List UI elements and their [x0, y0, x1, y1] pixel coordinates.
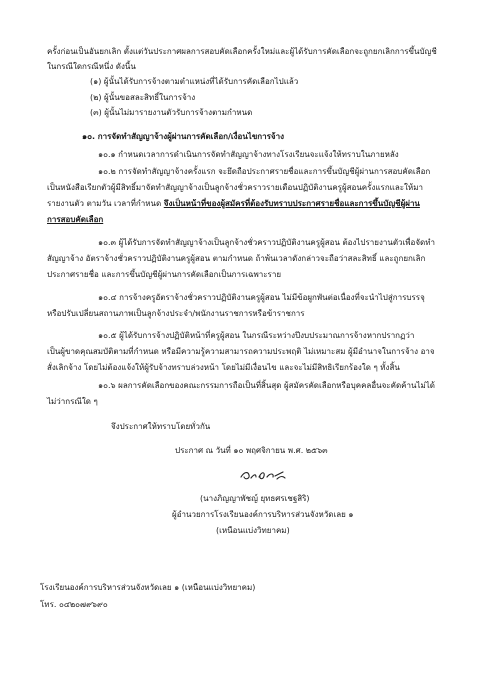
paragraph-10-6-line-1: ๑๐.๖ ผลการคัดเลือกของคณะกรรมการถือเป็นที่สิ้นสุด ผู้สมัครคัดเลือกหรือบุคคลอื่นจะคัดค้านไม่ได้ [98, 381, 435, 390]
list-item-3: (๓) ผู้นั้นไม่มารายงานตัวรับการจ้างตามกำหนด [90, 108, 253, 117]
paragraph-10-3-line-3: ประกาศรายชื่อ และการขึ้นบัญชีผู้ผ่านการคัดเลือกเป็นการเฉพาะราย [47, 270, 282, 279]
paragraph-10-4-line-2: หรือปรับเปลี่ยนสถานภาพเป็นลูกจ้างประจำ/พนักงานราชการหรือข้าราชการ [47, 309, 305, 318]
footer-school: โรงเรียนองค์การบริหารส่วนจังหวัดเลย ๑ (เหนือนแบ่งวิทยาคม) [40, 583, 256, 592]
paragraph-10-2-text: รายงานตัว ตามวัน เวลาที่กำหนด [47, 199, 162, 208]
signer-title: ผู้อำนวยการโรงเรียนองค์การบริหารส่วนจังหวัดเลย ๑ [172, 510, 354, 519]
footer-phone: โทร. ๐๔๒๐๗๙๖๙๐ [40, 600, 108, 609]
paragraph-10-2-line-2: เป็นหนังสือเรียกตัวผู้มีสิทธิ์มาจัดทำสัญญาจ้างเป็นลูกจ้างชั่วคราวรายเดือนปฏิบัติงานครูผู้สอนครั้งแรกและให้มา [47, 183, 423, 192]
signature-image [237, 463, 289, 485]
paragraph-10-4-line-1: ๑๐.๔ การจ้างครูอัตราจ้างชั่วคราวปฏิบัติงานครูผู้สอน ไม่มีข้อผูกพันต่อเนื่องที่จะนำไปสู่การบรรจุ [98, 293, 425, 302]
paragraph-10-2-emphasis-cont: การสอบคัดเลือก [47, 215, 104, 224]
paragraph-10-1: ๑๐.๑ กำหนดเวลาการดำเนินการจัดทำสัญญาจ้างทางโรงเรียนจะแจ้งให้ทราบในภายหลัง [98, 150, 399, 159]
date-line: ประกาศ ณ วันที่ ๑๐ พฤศจิกายน พ.ศ. ๒๕๖๓ [175, 446, 328, 455]
paragraph-10-2-emphasis: จึงเป็นหน้าที่ของผู้สมัครที่ต้องรับทราบประกาศรายชื่อและการขึ้นบัญชีผู้ผ่าน [163, 199, 420, 208]
paragraph-10-3-line-2: สัญญาจ้าง อัตราจ้างชั่วคราวปฏิบัติงานครูผู้สอน ตามกำหนด ถ้าพ้นเวลาดังกล่าวจะถือว่าสละสิทธิ์ และถูกยกเลิก [47, 254, 426, 263]
paragraph-10-2-line-1: ๑๐.๒ การจัดทำสัญญาจ้างครั้งแรก จะยึดถือประกาศรายชื่อและการขึ้นบัญชีผู้ผ่านการสอบคัดเลือก [98, 167, 431, 176]
paragraph-10-6-line-2: ไม่ว่ากรณีใด ๆ [47, 397, 98, 406]
list-item-1: (๑) ผู้นั้นได้รับการจ้างตามตำแหน่งที่ได้รับการคัดเลือกไปแล้ว [90, 77, 299, 86]
paragraph-10-2-line-3 [47, 199, 420, 209]
paragraph-10-5-line-3: สั่งเลิกจ้าง โดยไม่ต้องแจ้งให้ผู้รับจ้างทราบล่วงหน้า โดยไม่มีเงื่อนไข และจะไม่มีสิทธิเรียกร้องใด ๆ ทั้งสิ้น [47, 363, 400, 372]
intro-line-1: ครั้งก่อนเป็นอันยกเลิก ตั้งแต่วันประกาศผลการสอบคัดเลือกครั้งใหม่และผู้ได้รับการคัดเลือกจะถูกยกเลิกการขึ้นบัญชี [47, 47, 437, 56]
paragraph-10-3-line-1: ๑๐.๓ ผู้ได้รับการจัดทำสัญญาจ้างเป็นลูกจ้างชั่วคราวปฏิบัติงานครูผู้สอน ต้องไปรายงานตัวเพื่อจัดทำ [98, 238, 435, 247]
intro-line-2: ในกรณีใดกรณีหนึ่ง ดังนี้น [47, 62, 136, 71]
paragraph-10-5-line-2: เป็นผู้ขาดคุณสมบัติตามที่กำหนด หรือมีความรู้ความสามารถความประพฤติ ไม่เหมาะสม ผู้มีอำนาจในการจ้าง อาจ [47, 347, 435, 356]
paragraph-10-5-line-1: ๑๐.๕ ผู้ได้รับการจ้างปฏิบัติหน้าที่ครูผู้สอน ในกรณีระหว่างปีงบประมาณการจ้างหากปรากฏว่า [98, 331, 415, 340]
announcement-line: จึงประกาศให้ทราบโดยทั่วกัน [111, 422, 211, 431]
section-10-heading: ๑๐. การจัดทำสัญญาจ้างผู้ผ่านการคัดเลือก/เงื่อนไขการจ้าง [82, 132, 285, 141]
signer-subtitle: (เหนือนแบ่งวิทยาคม) [216, 526, 290, 535]
list-item-2: (๒) ผู้นั้นขอสละสิทธิ์ในการจ้าง [90, 93, 196, 102]
signer-name: (นางภิญญาพัชญ์ ยุทธศรเชฐสิริ) [200, 494, 310, 503]
